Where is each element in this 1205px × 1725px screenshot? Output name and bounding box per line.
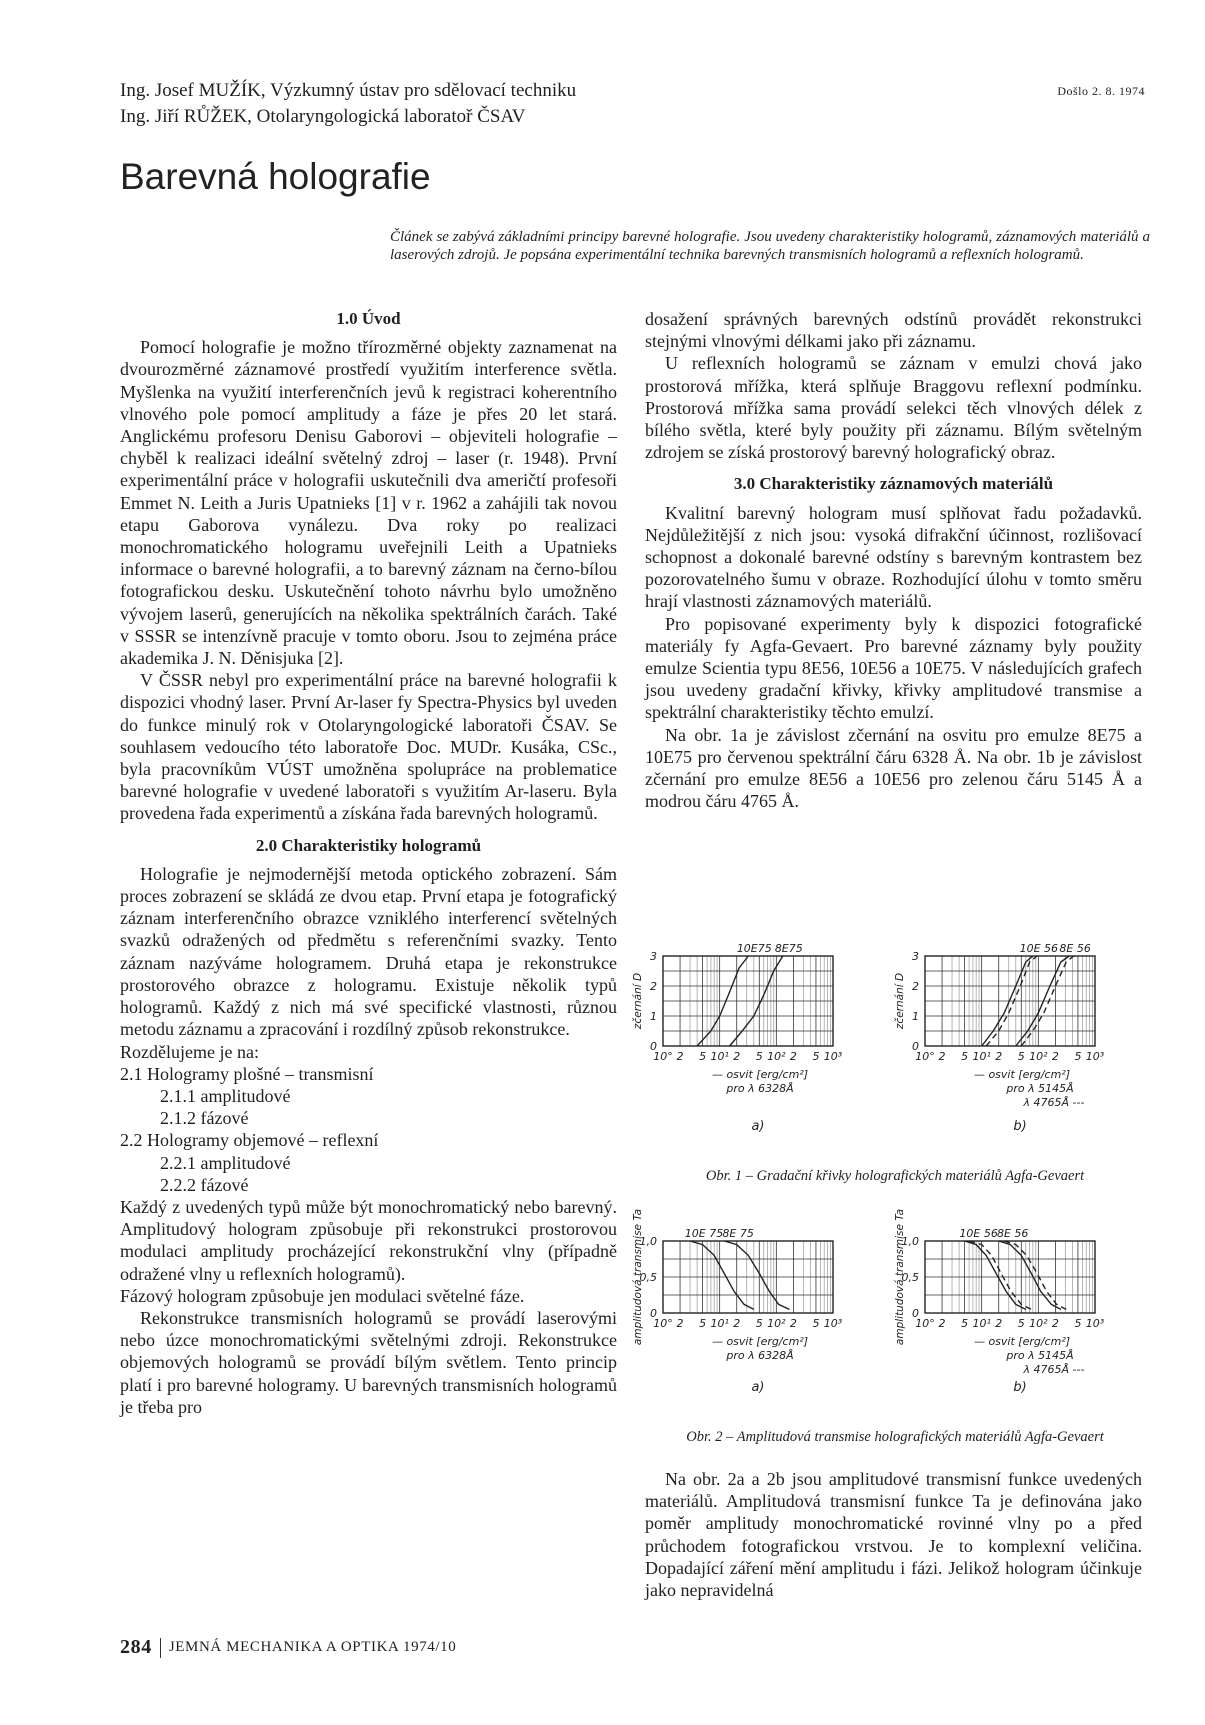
x-axis-label: — osvit [erg/cm²] [711, 1068, 809, 1081]
panel-label: a) [751, 1119, 765, 1134]
received-date: Došlo 2. 8. 1974 [1057, 84, 1145, 98]
y-tick-label: 3 [650, 950, 657, 963]
paragraph: Pro popisované experimenty byly k dispozici fotografické materiály fy Agfa-Gevaert. Pro barevné záznamy byly použity emulze Scientia typu 8E56, 10E56 a 10E75. V následujících grafech jsou uvedeny gradační křivky, křivky amplitudové transmise a spektrální charakteristiky těchto emulzí. [645, 613, 1142, 723]
paragraph: dosažení správných barevných odstínů provádět rekonstrukci stejnými vlnovými délkami jako při záznamu. [645, 309, 1142, 352]
x-tick-label: 5 [961, 1050, 969, 1063]
paragraph: V ČSSR nebyl pro experimentální práce na barevné holografii k dispozici vhodný laser. První Ar-laser fy Spectra-Physics byl uveden do funkce minulý rok v Otolaryngologické laboratoři ČSAV. Se souhlasem vedoucího této laboratoře Doc. MUDr. Kusáka, CSc., byla pracovníkům VÚST umožněna spolupráce na problematice barevné holografie v uvedené laboratoři s využitím Ar-laseru. Byla provedena řada experimentů a získána řada barevných hologramů. [120, 670, 617, 824]
x-tick-label: 2 [1051, 1317, 1059, 1330]
x-tick-label: 2 [676, 1050, 684, 1063]
x-tick-label: 2 [938, 1317, 946, 1330]
x-tick-label: 5 [755, 1317, 763, 1330]
series-label: 8E75 [774, 942, 803, 955]
x-tick-label: 5 [812, 1050, 820, 1063]
series-label: 10E 56 [959, 1227, 998, 1240]
figure-1 [632, 930, 1155, 1185]
list-item: 2.1.2 fázové [160, 1108, 249, 1129]
x-tick-label: 5 [1074, 1050, 1082, 1063]
x-tick-label: 2 [789, 1317, 797, 1330]
panel-label: a) [751, 1380, 765, 1395]
right-column-bottom [645, 1468, 1142, 1601]
section-heading: 2.0 Charakteristiky hologramů [255, 835, 482, 855]
x-tick-label: 10¹ [710, 1317, 729, 1330]
y-tick-label: 0 [650, 1307, 657, 1320]
y-tick-label: 0 [912, 1307, 919, 1320]
series-line [1004, 1241, 1066, 1309]
figure-2-charts [632, 1199, 1155, 1421]
paragraph: U reflexních hologramů se záznam v emulzi chová jako prostorová mřížka, která splňuje Braggovu reflexní podmínku. Prostorová mřížka sama provádí selekci těch vlnových délek z bílého světla, které byly použity při záznamu. Bílým světelným zdrojem se získá prostorový barevný holografický obraz. [645, 353, 1142, 463]
chart-note: λ 4765Å --- [1023, 1363, 1085, 1376]
section-heading: 3.0 Charakteristiky záznamových materiálů [733, 474, 1054, 494]
figures-area [632, 930, 1155, 1446]
series-line [724, 1241, 789, 1309]
y-axis-label: amplitudová transmise Ta [632, 1208, 644, 1346]
section-heading: 1.0 Úvod [336, 309, 401, 328]
x-axis-label: — osvit [erg/cm²] [973, 1335, 1071, 1348]
y-tick-label: 0,5 [639, 1271, 657, 1284]
x-tick-label: 5 [755, 1050, 763, 1063]
page-number: 284 [120, 1636, 152, 1658]
figure-1-charts [632, 930, 1155, 1160]
series-label: 8E 56 [1059, 942, 1091, 955]
x-tick-label: 2 [676, 1317, 684, 1330]
x-tick-label: 10³ [1085, 1050, 1105, 1063]
x-tick-label: 10¹ [972, 1050, 991, 1063]
list-item: 2.1 Hologramy plošné – transmisní [120, 1063, 374, 1084]
x-tick-label: 10° [915, 1317, 935, 1330]
chart-note: pro λ 6328Å [726, 1349, 794, 1362]
x-tick-label: 10° [915, 1050, 935, 1063]
x-tick-label: 5 [699, 1050, 707, 1063]
y-tick-label: 0 [912, 1040, 919, 1053]
figure-caption: Obr. 1 – Gradační křivky holografických materiálů Agfa-Gevaert [705, 1168, 1085, 1184]
article-title: Barevná holografie [120, 156, 431, 197]
y-tick-label: 1,0 [901, 1235, 919, 1248]
chart-panel [894, 942, 1105, 1134]
x-tick-label: 10¹ [710, 1050, 729, 1063]
x-tick-label: 2 [995, 1050, 1003, 1063]
y-axis-label: zčernání D [894, 972, 906, 1030]
x-tick-label: 10³ [1085, 1317, 1105, 1330]
x-tick-label: 2 [995, 1317, 1003, 1330]
journal-name: JEMNÁ MECHANIKA A OPTIKA 1974/10 [168, 1639, 457, 1655]
x-tick-label: 10² [1029, 1050, 1048, 1063]
x-tick-label: 10¹ [972, 1317, 991, 1330]
list-item: 2.2.1 amplitudové [160, 1152, 291, 1173]
right-column [645, 308, 1142, 812]
author-line: Ing. Josef MUŽÍK, Výzkumný ústav pro sdělovací techniku [120, 80, 577, 101]
abstract: Článek se zabývá základními principy barevné holografie. Jsou uvedeny charakteristiky hologramů, záznamových materiálů a laserových zdrojů. Je popsána experimentální technika barevných transmisních hologramů a reflexních hologramů. [390, 229, 1150, 263]
x-tick-label: 10² [1029, 1317, 1048, 1330]
list-item: 2.1.1 amplitudové [160, 1085, 291, 1106]
paragraph: Kvalitní barevný hologram musí splňovat řadu požadavků. Nejdůležitější z nich jsou: vysoká difrakční účinnost, rozlišovací schopnost a dokonalé barevné odstíny s barevným kontrastem bez pozorovatelného šumu v obraze. Rozhodující úlohu v tomto směru hrají vlastnosti záznamových materiálů. [645, 502, 1142, 612]
figure-caption: Obr. 2 – Amplitudová transmise holografických materiálů Agfa-Gevaert [686, 1429, 1104, 1445]
list-item: 2.2.2 fázové [160, 1174, 249, 1195]
x-tick-label: 10² [767, 1050, 786, 1063]
author-line: Ing. Jiří RŮŽEK, Otolaryngologická laboratoř ČSAV [120, 106, 526, 127]
figure-2 [632, 1199, 1155, 1446]
paragraph: Holografie je nejmodernější metoda optického zobrazení. Sám proces zobrazení se skládá ze dvou etap. První etapa je fotografický záznam interferenčního obrazce vzniklého interferencí světelných svazků odražených od předmětu s referenčními svazky. Tento záznam nazýváme hologramem. Druhá etapa je rekonstrukce prostorového obrazce z hologramu. Existuje několik typů hologramů. Každý z nich má své specifické vlastnosti, různou metodu záznamu a zpracování i rozdílný způsob rekonstrukce. [120, 863, 617, 1040]
x-tick-label: 10² [767, 1317, 786, 1330]
x-tick-label: 2 [1051, 1050, 1059, 1063]
list-intro: Rozdělujeme je na: [120, 1041, 259, 1062]
paragraph: Fázový hologram způsobuje jen modulaci světelné fáze. [120, 1285, 525, 1306]
x-tick-label: 10° [653, 1050, 673, 1063]
y-tick-label: 1 [650, 1010, 657, 1023]
series-label: 10E75 [736, 942, 772, 955]
y-tick-label: 0,5 [901, 1271, 919, 1284]
paragraph: Každý z uvedených typů může být monochromatický nebo barevný. Amplitudový hologram způsobuje při rekonstrukci prostorovou modulaci amplitudy procházející rekonstrukční vlny (případně odražené vlny u reflexních hologramů). [120, 1196, 617, 1284]
x-tick-label: 5 [812, 1317, 820, 1330]
chart-note: pro λ 5145Å [1006, 1349, 1074, 1362]
series-label: 8E 56 [996, 1227, 1029, 1240]
x-tick-label: 2 [733, 1317, 741, 1330]
y-axis-label: zčernání D [632, 972, 644, 1030]
x-axis-label: — osvit [erg/cm²] [711, 1335, 809, 1348]
y-tick-label: 3 [912, 950, 919, 963]
chart-note: pro λ 5145Å [1006, 1082, 1074, 1095]
panel-label: b) [1013, 1119, 1027, 1134]
y-tick-label: 0 [650, 1040, 657, 1053]
x-tick-label: 5 [699, 1317, 707, 1330]
x-axis-label: — osvit [erg/cm²] [973, 1068, 1071, 1081]
chart-panel [632, 1209, 843, 1395]
series-label: 10E 56 [1019, 942, 1059, 955]
chart-note: λ 4765Å --- [1023, 1096, 1085, 1109]
series-label: 10E 75 [684, 1227, 724, 1240]
chart-panel [894, 1209, 1105, 1395]
list-item: 2.2 Hologramy objemové – reflexní [120, 1130, 379, 1151]
y-tick-label: 2 [912, 980, 919, 993]
author-block [120, 78, 576, 130]
x-tick-label: 2 [789, 1050, 797, 1063]
footer-divider [160, 1638, 161, 1658]
chart-panel [632, 942, 843, 1134]
x-tick-label: 5 [1017, 1317, 1025, 1330]
y-tick-label: 1 [912, 1010, 919, 1023]
paragraph: Na obr. 1a je závislost zčernání na osvitu pro emulze 8E75 a 10E75 pro červenou spektrální čáru 6328 Å. Na obr. 1b je závislost zčernání pro emulze 8E56 a 10E56 pro zelenou čáru 5145 Å a modrou čáru 4765 Å. [645, 724, 1142, 812]
chart-note: pro λ 6328Å [726, 1082, 794, 1095]
paragraph: Rekonstrukce transmisních hologramů se provádí laserovými nebo úzce monochromatickými světelnými zdroji. Rekonstrukce objemových hologramů se provádí bílým světlem. Tento princip platí i pro barevné hologramy. U barevných transmisních hologramů je třeba pro [120, 1307, 617, 1417]
panel-label: b) [1013, 1380, 1027, 1395]
x-tick-label: 2 [733, 1050, 741, 1063]
y-tick-label: 1,0 [639, 1235, 657, 1248]
y-tick-label: 2 [650, 980, 657, 993]
x-tick-label: 5 [1074, 1317, 1082, 1330]
x-tick-label: 10³ [823, 1317, 843, 1330]
x-tick-label: 5 [961, 1317, 969, 1330]
page-footer [120, 1636, 456, 1659]
x-tick-label: 5 [1017, 1050, 1025, 1063]
paragraph: Pomocí holografie je možno třírozměrné objekty zaznamenat na dvourozměrné záznamové prostředí využitím interference světla. Myšlenka na využití interferenčních jevů k registraci koherentního vlnového pole pomocí amplitudy a fáze je přes 20 let stará. Anglickému profesoru Denisu Gaborovi – objeviteli holografie – chyběl k realizaci ideální světelný zdroj – laser (r. 1948). První experimentální práce v holografii uskutečnili dva američtí profesoři Emmet N. Leith a Juris Upatnieks [1] v r. 1962 a zahájili tak novou etapu Gaborova vynálezu. Dva roky po realizaci monochromatického hologramu uveřejnili Leith a Upatnieks informace o barevné holografii, a to barevný záznam na černo-bílou fotografickou desku. Uskutečnění tohoto návrhu bylo umožněno vývojem laserů, generujících na několika spektrálních čarách. Také v SSSR se intenzívně pracuje v tomto oboru. Jsou to zejména práce akademika J. N. Děnisjuka [2]. [120, 337, 617, 669]
left-column [120, 308, 617, 1418]
hologram-types-list [120, 1041, 617, 1196]
series-label: 8E 75 [722, 1227, 754, 1240]
x-tick-label: 10³ [823, 1050, 843, 1063]
paragraph: Na obr. 2a a 2b jsou amplitudové transmisní funkce uvedených materiálů. Amplitudová transmisní funkce Ta je definována jako poměr amplitudy monochromatické rovinné vlny po a před průchodem fotografickou vrstvou. Je to komplexní veličina. Dopadající záření mění amplitudu i fázi. Jelikož hologram účinkuje jako nepravidelná [645, 1469, 1142, 1601]
y-axis-label: amplitudová transmise Ta [894, 1208, 906, 1346]
x-tick-label: 2 [938, 1050, 946, 1063]
x-tick-label: 10° [653, 1317, 673, 1330]
